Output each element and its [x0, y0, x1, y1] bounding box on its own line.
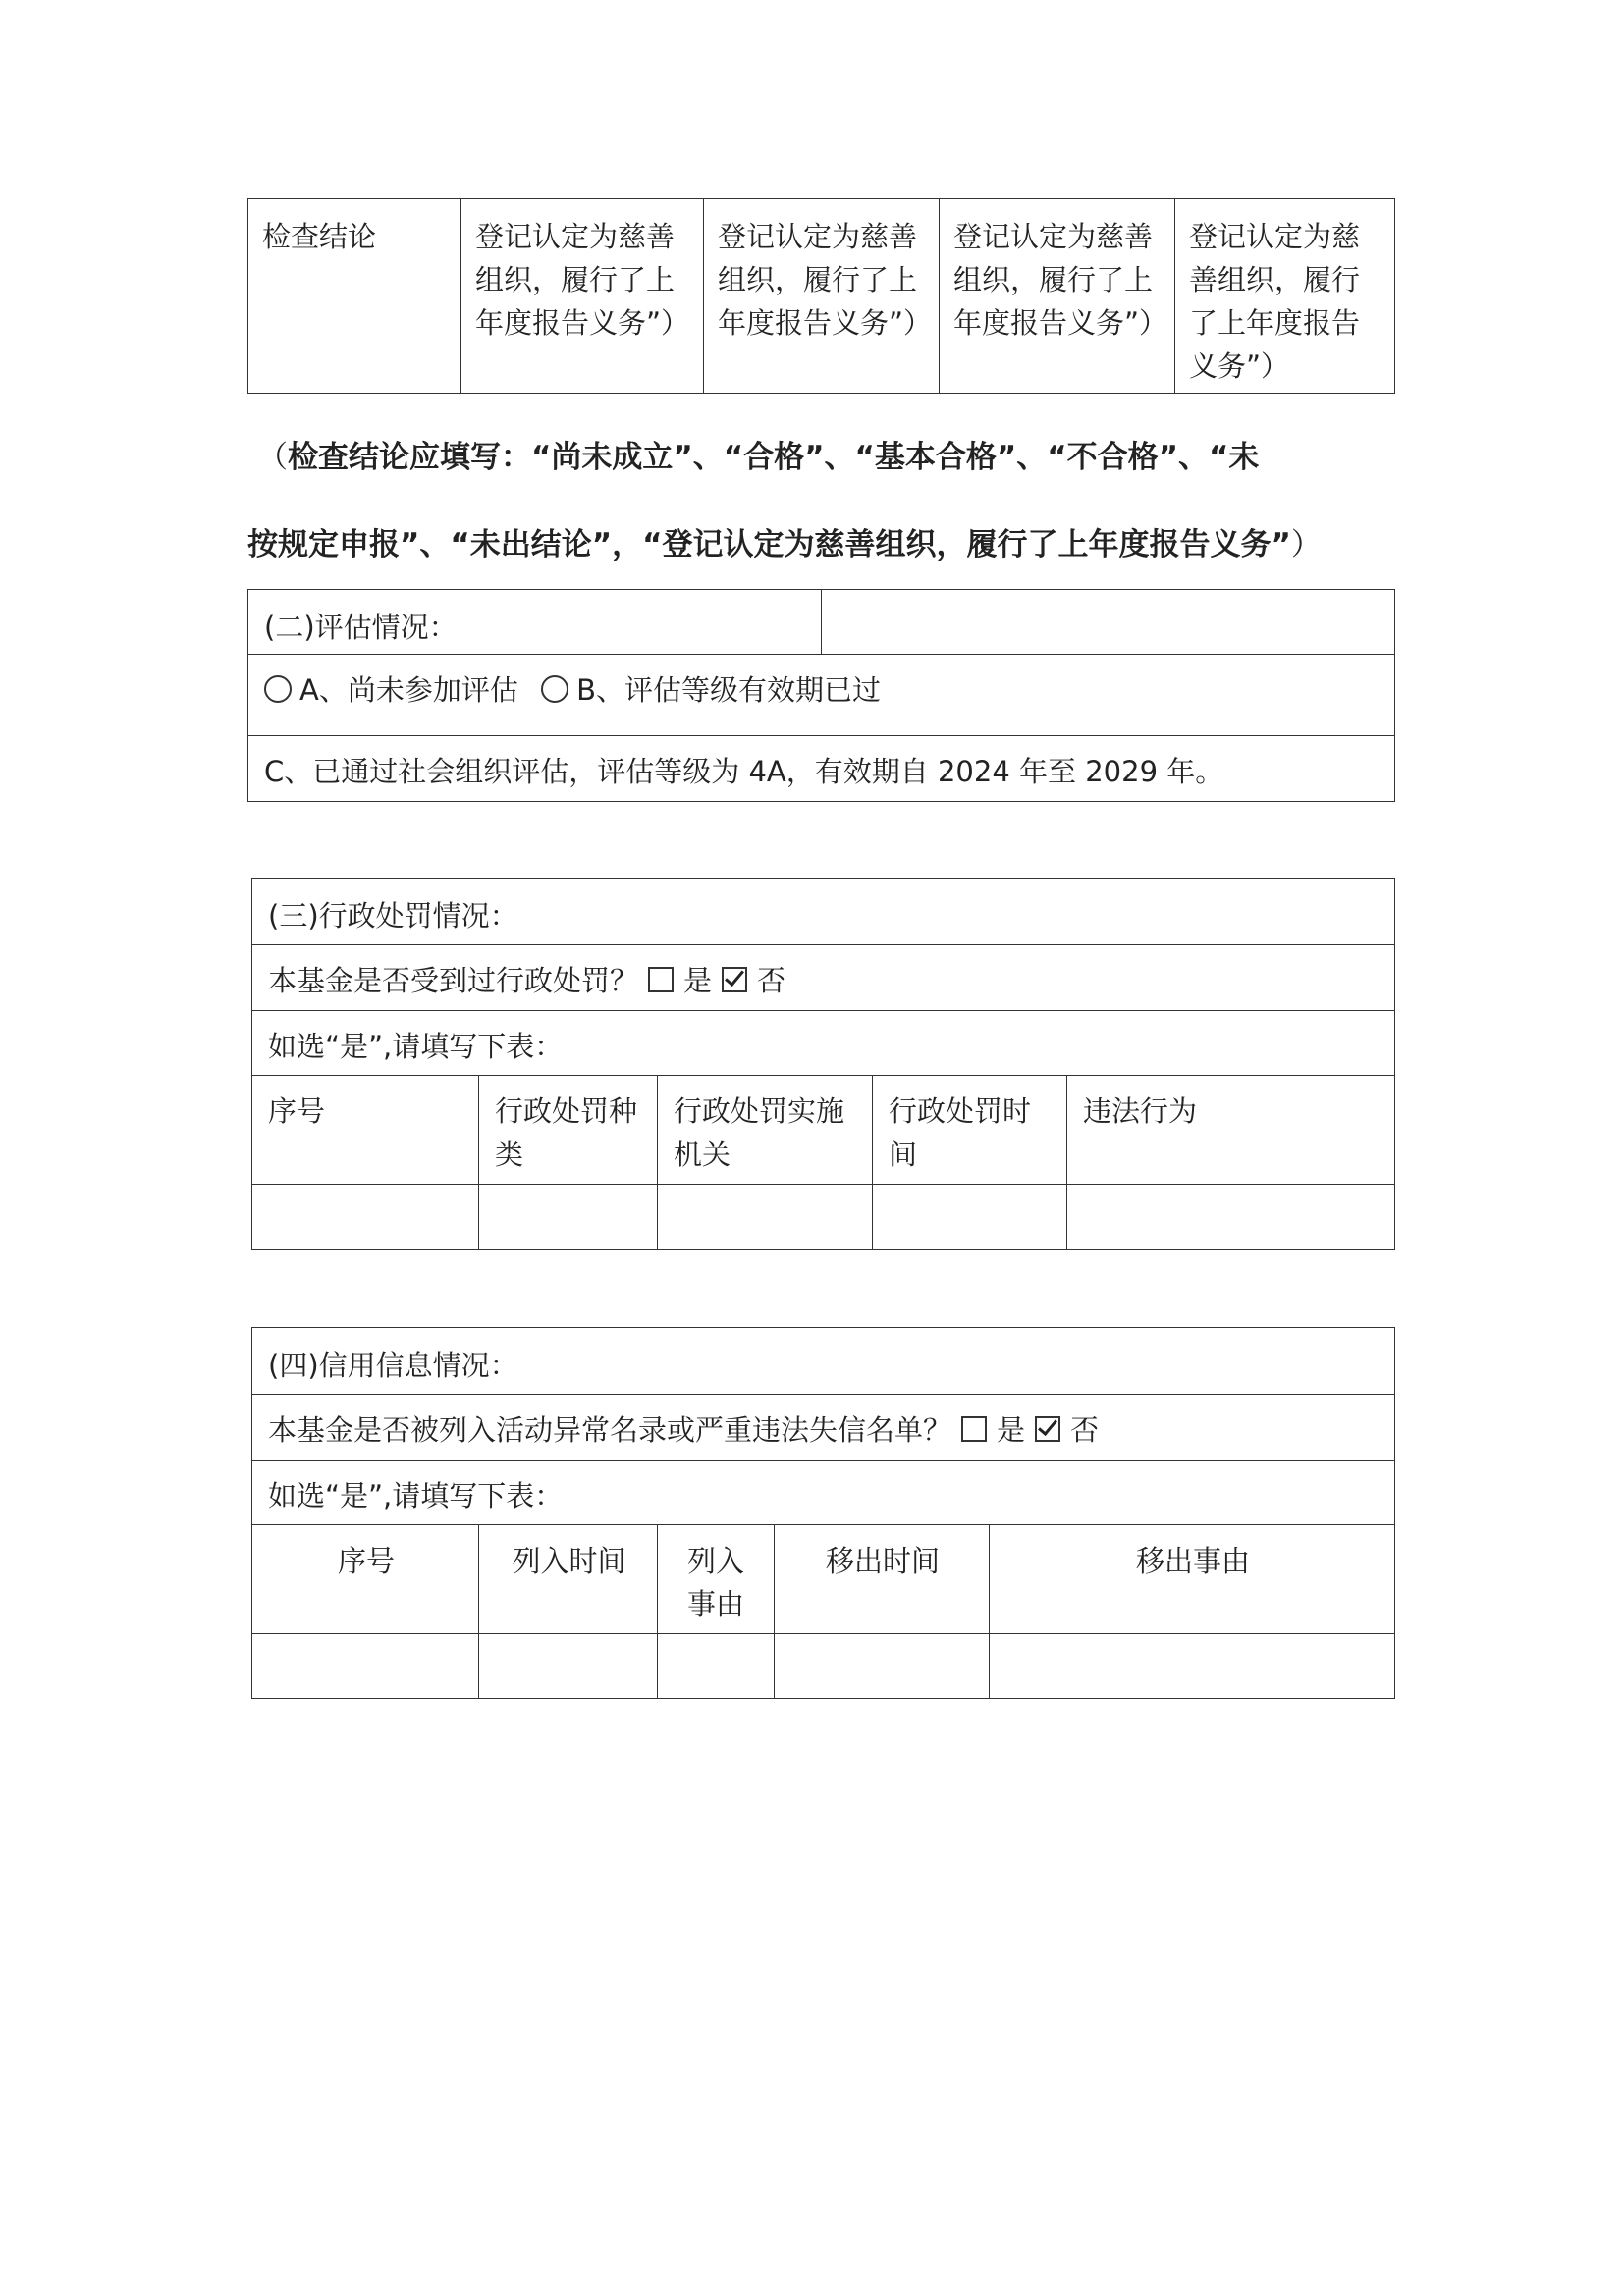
- conclusion-cell-2: 登记认定为慈善组织，履行了上年度报告义务”）: [704, 199, 940, 394]
- penalty-cell[interactable]: [658, 1185, 873, 1250]
- conclusion-note-line2: [247, 525, 1322, 564]
- credit-cell[interactable]: [252, 1634, 479, 1699]
- conclusion-label: 检查结论: [248, 199, 461, 394]
- penalty-header-authority: 行政处罚实施机关: [658, 1076, 873, 1185]
- penalty-yes-checkbox[interactable]: [648, 967, 674, 992]
- penalty-header-time: 行政处罚时间: [873, 1076, 1067, 1185]
- penalty-yes-label: 是: [683, 964, 713, 997]
- penalty-title: (三)行政处罚情况：: [252, 879, 1395, 945]
- evaluation-table: [247, 589, 1395, 802]
- option-b-radio-icon[interactable]: [541, 675, 568, 703]
- penalty-question-row: [252, 945, 1395, 1011]
- note-line1-text: 检查结论应填写：“尚未成立”、“合格”、“基本合格”、“不合格”、“未: [288, 440, 1260, 475]
- penalty-cell[interactable]: [1067, 1185, 1395, 1250]
- penalty-question: 本基金是否受到过行政处罚？: [268, 964, 639, 997]
- credit-question-row: [252, 1395, 1395, 1461]
- inspection-conclusion-table: [247, 198, 1395, 394]
- credit-cell[interactable]: [479, 1634, 658, 1699]
- credit-header-seq: 序号: [252, 1525, 479, 1634]
- penalty-no-label: 否: [757, 964, 786, 997]
- option-b-label: B、评估等级有效期已过: [576, 673, 881, 707]
- credit-cell[interactable]: [775, 1634, 990, 1699]
- evaluation-title: (二)评估情况：: [248, 590, 822, 655]
- credit-header-listed-time: 列入时间: [479, 1525, 658, 1634]
- conclusion-cell-1: 登记认定为慈善组织，履行了上年度报告义务”）: [461, 199, 704, 394]
- credit-question: 本基金是否被列入活动异常名录或严重违法失信名单？: [268, 1414, 952, 1447]
- conclusion-note-line1: [257, 438, 1259, 477]
- note-line2-text: 按规定申报”、“未出结论”，“登记认定为慈善组织，履行了上年度报告义务”: [247, 527, 1291, 562]
- conclusion-cell-4: 登记认定为慈善组织，履行了上年度报告义务”）: [1175, 199, 1395, 394]
- credit-header-removed-time: 移出时间: [775, 1525, 990, 1634]
- penalty-cell[interactable]: [479, 1185, 658, 1250]
- credit-cell[interactable]: [658, 1634, 775, 1699]
- note-open-paren: （: [257, 440, 288, 475]
- evaluation-options-ab: [248, 655, 1395, 736]
- credit-table: [251, 1327, 1395, 1699]
- note-close-paren: ）: [1290, 527, 1322, 562]
- credit-yes-label: 是: [997, 1414, 1026, 1447]
- credit-cell[interactable]: [990, 1634, 1395, 1699]
- credit-title: (四)信用信息情况：: [252, 1328, 1395, 1395]
- penalty-instruction: 如选“是”,请填写下表：: [252, 1011, 1395, 1076]
- credit-header-removed-reason: 移出事由: [990, 1525, 1395, 1634]
- penalty-no-checkbox[interactable]: [722, 967, 747, 992]
- penalty-cell[interactable]: [252, 1185, 479, 1250]
- credit-header-listed-reason: 列入事由: [658, 1525, 775, 1634]
- credit-no-checkbox[interactable]: [1035, 1416, 1060, 1442]
- evaluation-option-c: C、已通过社会组织评估，评估等级为 4A，有效期自 2024 年至 2029 年。: [248, 736, 1395, 802]
- credit-no-label: 否: [1070, 1414, 1100, 1447]
- penalty-header-violation: 违法行为: [1067, 1076, 1395, 1185]
- option-a-radio-icon[interactable]: [264, 675, 292, 703]
- credit-instruction: 如选“是”,请填写下表：: [252, 1461, 1395, 1525]
- penalty-cell[interactable]: [873, 1185, 1067, 1250]
- credit-yes-checkbox[interactable]: [961, 1416, 987, 1442]
- conclusion-cell-3: 登记认定为慈善组织，履行了上年度报告义务”）: [940, 199, 1175, 394]
- penalty-table: [251, 878, 1395, 1250]
- penalty-header-seq: 序号: [252, 1076, 479, 1185]
- penalty-header-type: 行政处罚种类: [479, 1076, 658, 1185]
- option-a-label: A、尚未参加评估: [299, 673, 518, 707]
- evaluation-empty-cell: [822, 590, 1395, 655]
